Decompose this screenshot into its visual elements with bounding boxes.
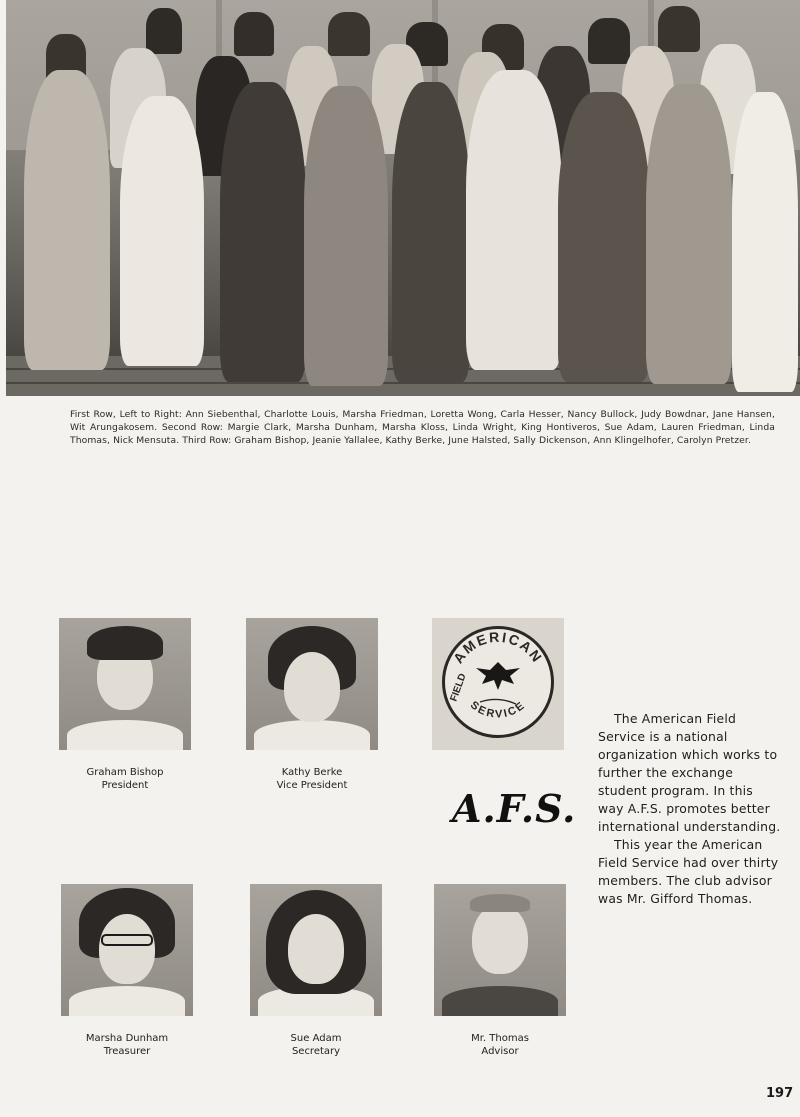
student-figure [146,8,182,54]
svg-text:SERVICE [468,699,528,721]
officer-caption-treasurer [47,1032,207,1058]
officer-name: Graham Bishop [86,767,164,778]
student-figure [558,92,650,382]
club-heading: A.F.S. [452,786,577,831]
portrait-vice-president [246,618,378,750]
officer-caption-secretary [236,1032,396,1058]
student-figure [588,18,630,64]
student-figure [328,12,370,56]
officer-name: Kathy Berke [281,767,343,778]
officer-title: Advisor [481,1046,519,1057]
student-figure [392,82,470,382]
svg-text:AMERICAN [450,629,546,666]
emblem-bottom-text: SERVICE [467,699,529,721]
afs-emblem [432,618,564,750]
student-figure [234,12,274,56]
eagle-icon [432,618,564,750]
officer-title: Treasurer [103,1046,151,1057]
portrait-president [59,618,191,750]
group-photo [6,0,800,396]
description-paragraph: The American Field Service is a national organization which works to further the exchange student program. In this way A.F.S. promotes better international understanding. [598,711,781,834]
student-figure [220,82,306,382]
student-figure [466,70,562,370]
photo-caption: First Row, Left to Right: Ann Siebenthal, Charlotte Louis, Marsha Friedman, Loretta Wong, Carla Hesser, Nancy Bullock, Judy Bowdnar, Jane Hansen, Wit Arungakosem. Second Row: Margie Clark, Marsha Dunham, Marsha Kloss, Linda Wright, King Hontiveros, Sue Adam, Lauren Friedman, Linda Thomas, Nick Mensuta. Third Row: Graham Bishop, Jeanie Yallalee, Kathy Berke, June Halsted, Sally Dickenson, Ann Klingelhofer, Carolyn Pretzer. [70,409,775,446]
description-paragraph: This year the American Field Service had over thirty members. The club advisor was Mr. Gifford Thomas. [598,837,779,906]
officer-name: Sue Adam [290,1033,342,1044]
portrait-advisor [434,884,566,1016]
student-figure [304,86,388,386]
officer-caption-vice-president [232,766,392,792]
officer-name: Marsha Dunham [85,1033,169,1044]
officer-title: President [101,780,149,791]
club-description [598,710,782,908]
officer-title: Vice President [276,780,348,791]
officer-title: Secretary [291,1046,341,1057]
portrait-treasurer [61,884,193,1016]
student-figure [646,84,732,384]
student-figure [120,96,204,366]
portrait-secretary [250,884,382,1016]
officer-caption-president [45,766,205,792]
student-figure [658,6,700,52]
emblem-side-text: FIELD [448,672,469,704]
student-figure [732,92,798,392]
emblem-top-text: AMERICAN [449,628,547,667]
page-number: 197 [766,1086,794,1101]
glasses-icon [101,934,153,946]
officer-name: Mr. Thomas [471,1033,529,1044]
officer-caption-advisor [420,1032,580,1058]
student-figure [24,70,110,370]
